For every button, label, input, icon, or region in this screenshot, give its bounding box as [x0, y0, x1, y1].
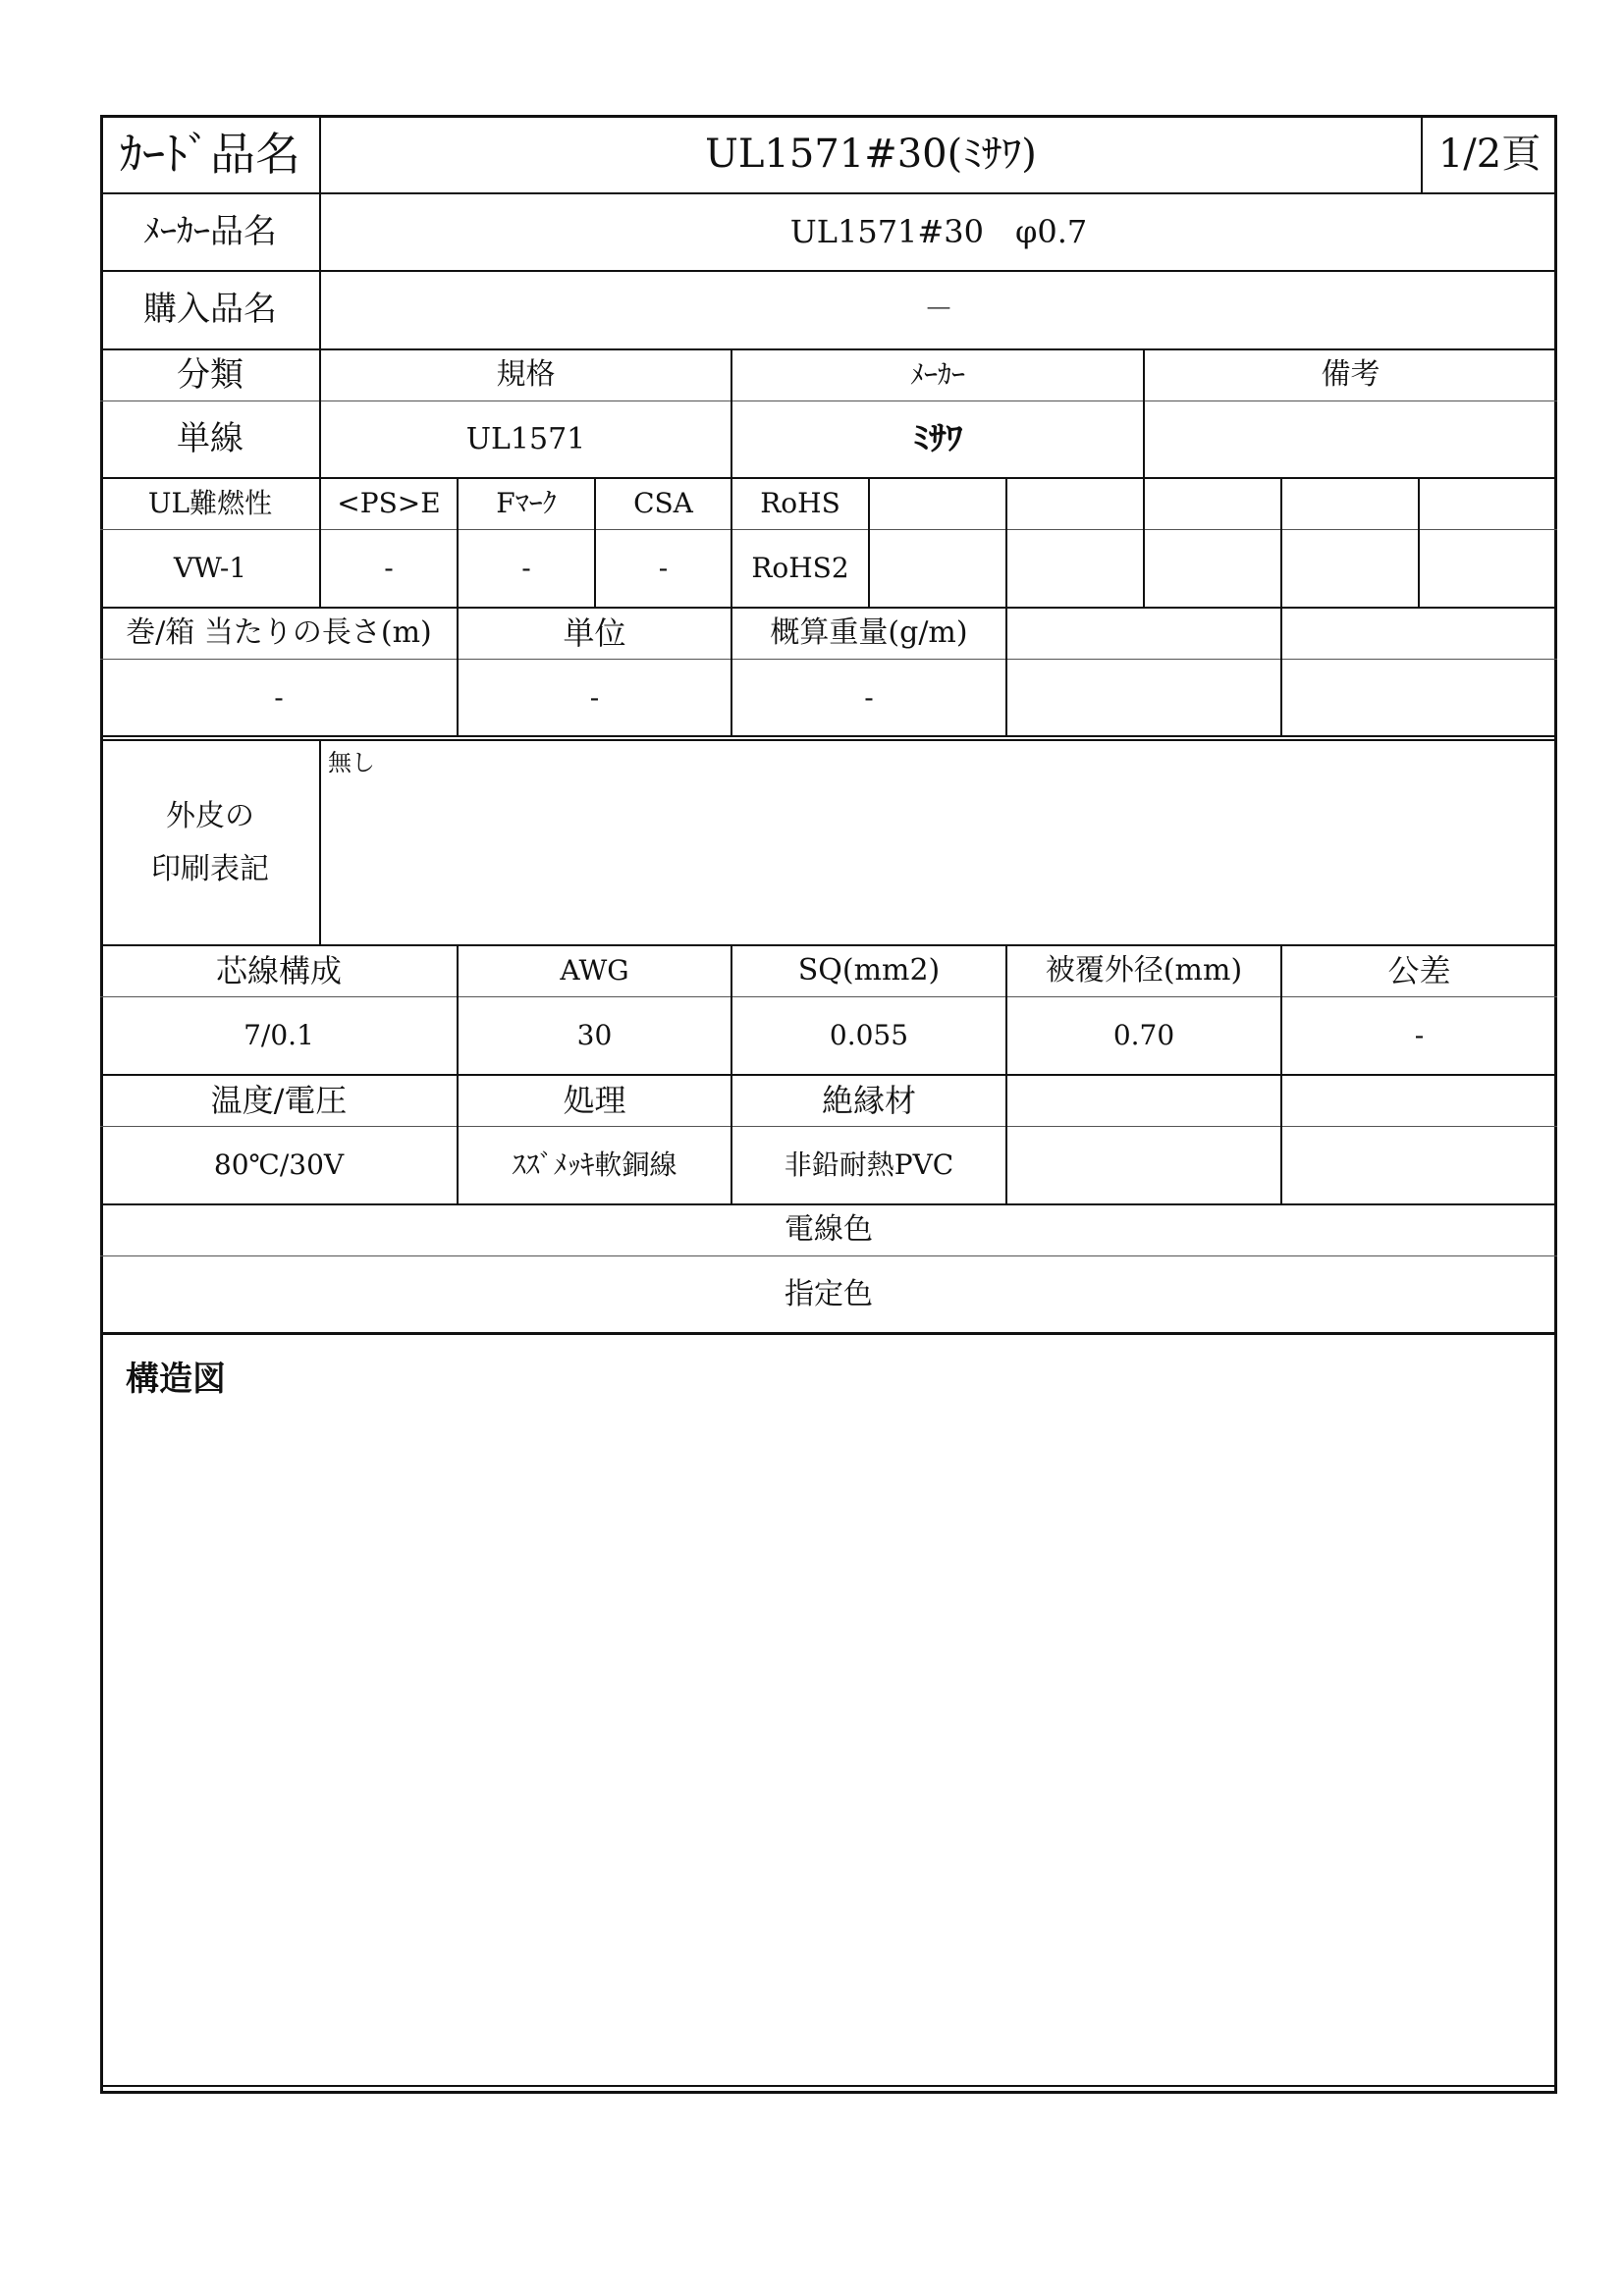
sq-header: SQ(mm2)	[797, 953, 941, 988]
weight-header: 概算重量(g/m)	[770, 615, 968, 651]
f-mark-header: Fﾏｰｸ	[496, 487, 557, 520]
awg-value: 30	[576, 1019, 613, 1052]
classification-header: 分類	[177, 354, 244, 395]
remarks-header: 備考	[1321, 357, 1380, 393]
maker-value: ﾐｻﾜ	[912, 419, 963, 459]
spec-sheet	[100, 115, 1557, 2094]
classification-value: 単線	[177, 419, 244, 459]
maker-name-value: UL1571#30 φ0.7	[789, 213, 1088, 251]
print-marking-label-line1: 外皮の	[166, 798, 254, 833]
length-header: 巻/箱 当たりの長さ(m)	[126, 615, 432, 651]
rohs-value: RoHS2	[751, 552, 849, 585]
insulation-header: 絶縁材	[821, 1082, 916, 1120]
temp-voltage-value: 80℃/30V	[213, 1148, 345, 1182]
treatment-value: ｽｽﾞﾒｯｷ軟銅線	[512, 1148, 677, 1182]
tolerance-value: -	[1414, 1019, 1425, 1052]
unit-value: -	[589, 680, 600, 714]
print-marking-label	[100, 740, 320, 945]
maker-name-label: ﾒｰｶｰ品名	[143, 211, 277, 251]
print-marking-label-line2: 印刷表記	[151, 851, 269, 886]
outer-diameter-header: 被覆外径(mm)	[1045, 953, 1243, 988]
purchase-name-value: －	[924, 292, 953, 327]
wire-color-header: 電線色	[785, 1212, 873, 1248]
card-name-value: UL1571#30(ﾐｻﾜ)	[705, 132, 1037, 177]
flame-rating-value: VW-1	[173, 552, 247, 585]
structure-diagram-area: 構造図	[126, 1360, 226, 1399]
maker-header: ﾒｰｶｰ	[909, 358, 965, 392]
print-marking-value: 無し	[328, 749, 375, 776]
csa-value: -	[658, 552, 669, 585]
flame-rating-header: UL難燃性	[147, 487, 273, 520]
rohs-header: RoHS	[760, 487, 840, 520]
awg-header: AWG	[560, 954, 629, 988]
treatment-header: 処理	[563, 1082, 626, 1120]
standard-value: UL1571	[465, 421, 586, 456]
sq-value: 0.055	[829, 1019, 909, 1052]
page-number: 1/2頁	[1437, 132, 1542, 177]
wire-color-value: 指定色	[785, 1276, 873, 1311]
f-mark-value: -	[521, 552, 531, 585]
csa-header: CSA	[633, 487, 693, 520]
insulation-value: 非鉛耐熱PVC	[784, 1148, 954, 1182]
card-name-label: ｶｰﾄﾞ品名	[120, 127, 300, 181]
remarks-value	[1144, 401, 1557, 478]
conductor-value: 7/0.1	[244, 1019, 314, 1052]
standard-header: 規格	[496, 357, 556, 393]
pse-header: <PS>E	[337, 487, 441, 520]
weight-value: -	[864, 680, 874, 714]
length-value: -	[274, 680, 284, 714]
temp-voltage-header: 温度/電圧	[210, 1082, 348, 1120]
purchase-name-label: 購入品名	[143, 290, 277, 330]
conductor-header: 芯線構成	[215, 952, 342, 990]
outer-diameter-value: 0.70	[1112, 1019, 1175, 1052]
tolerance-header: 公差	[1387, 952, 1451, 990]
unit-header: 単位	[563, 614, 626, 653]
pse-value: -	[384, 552, 394, 585]
